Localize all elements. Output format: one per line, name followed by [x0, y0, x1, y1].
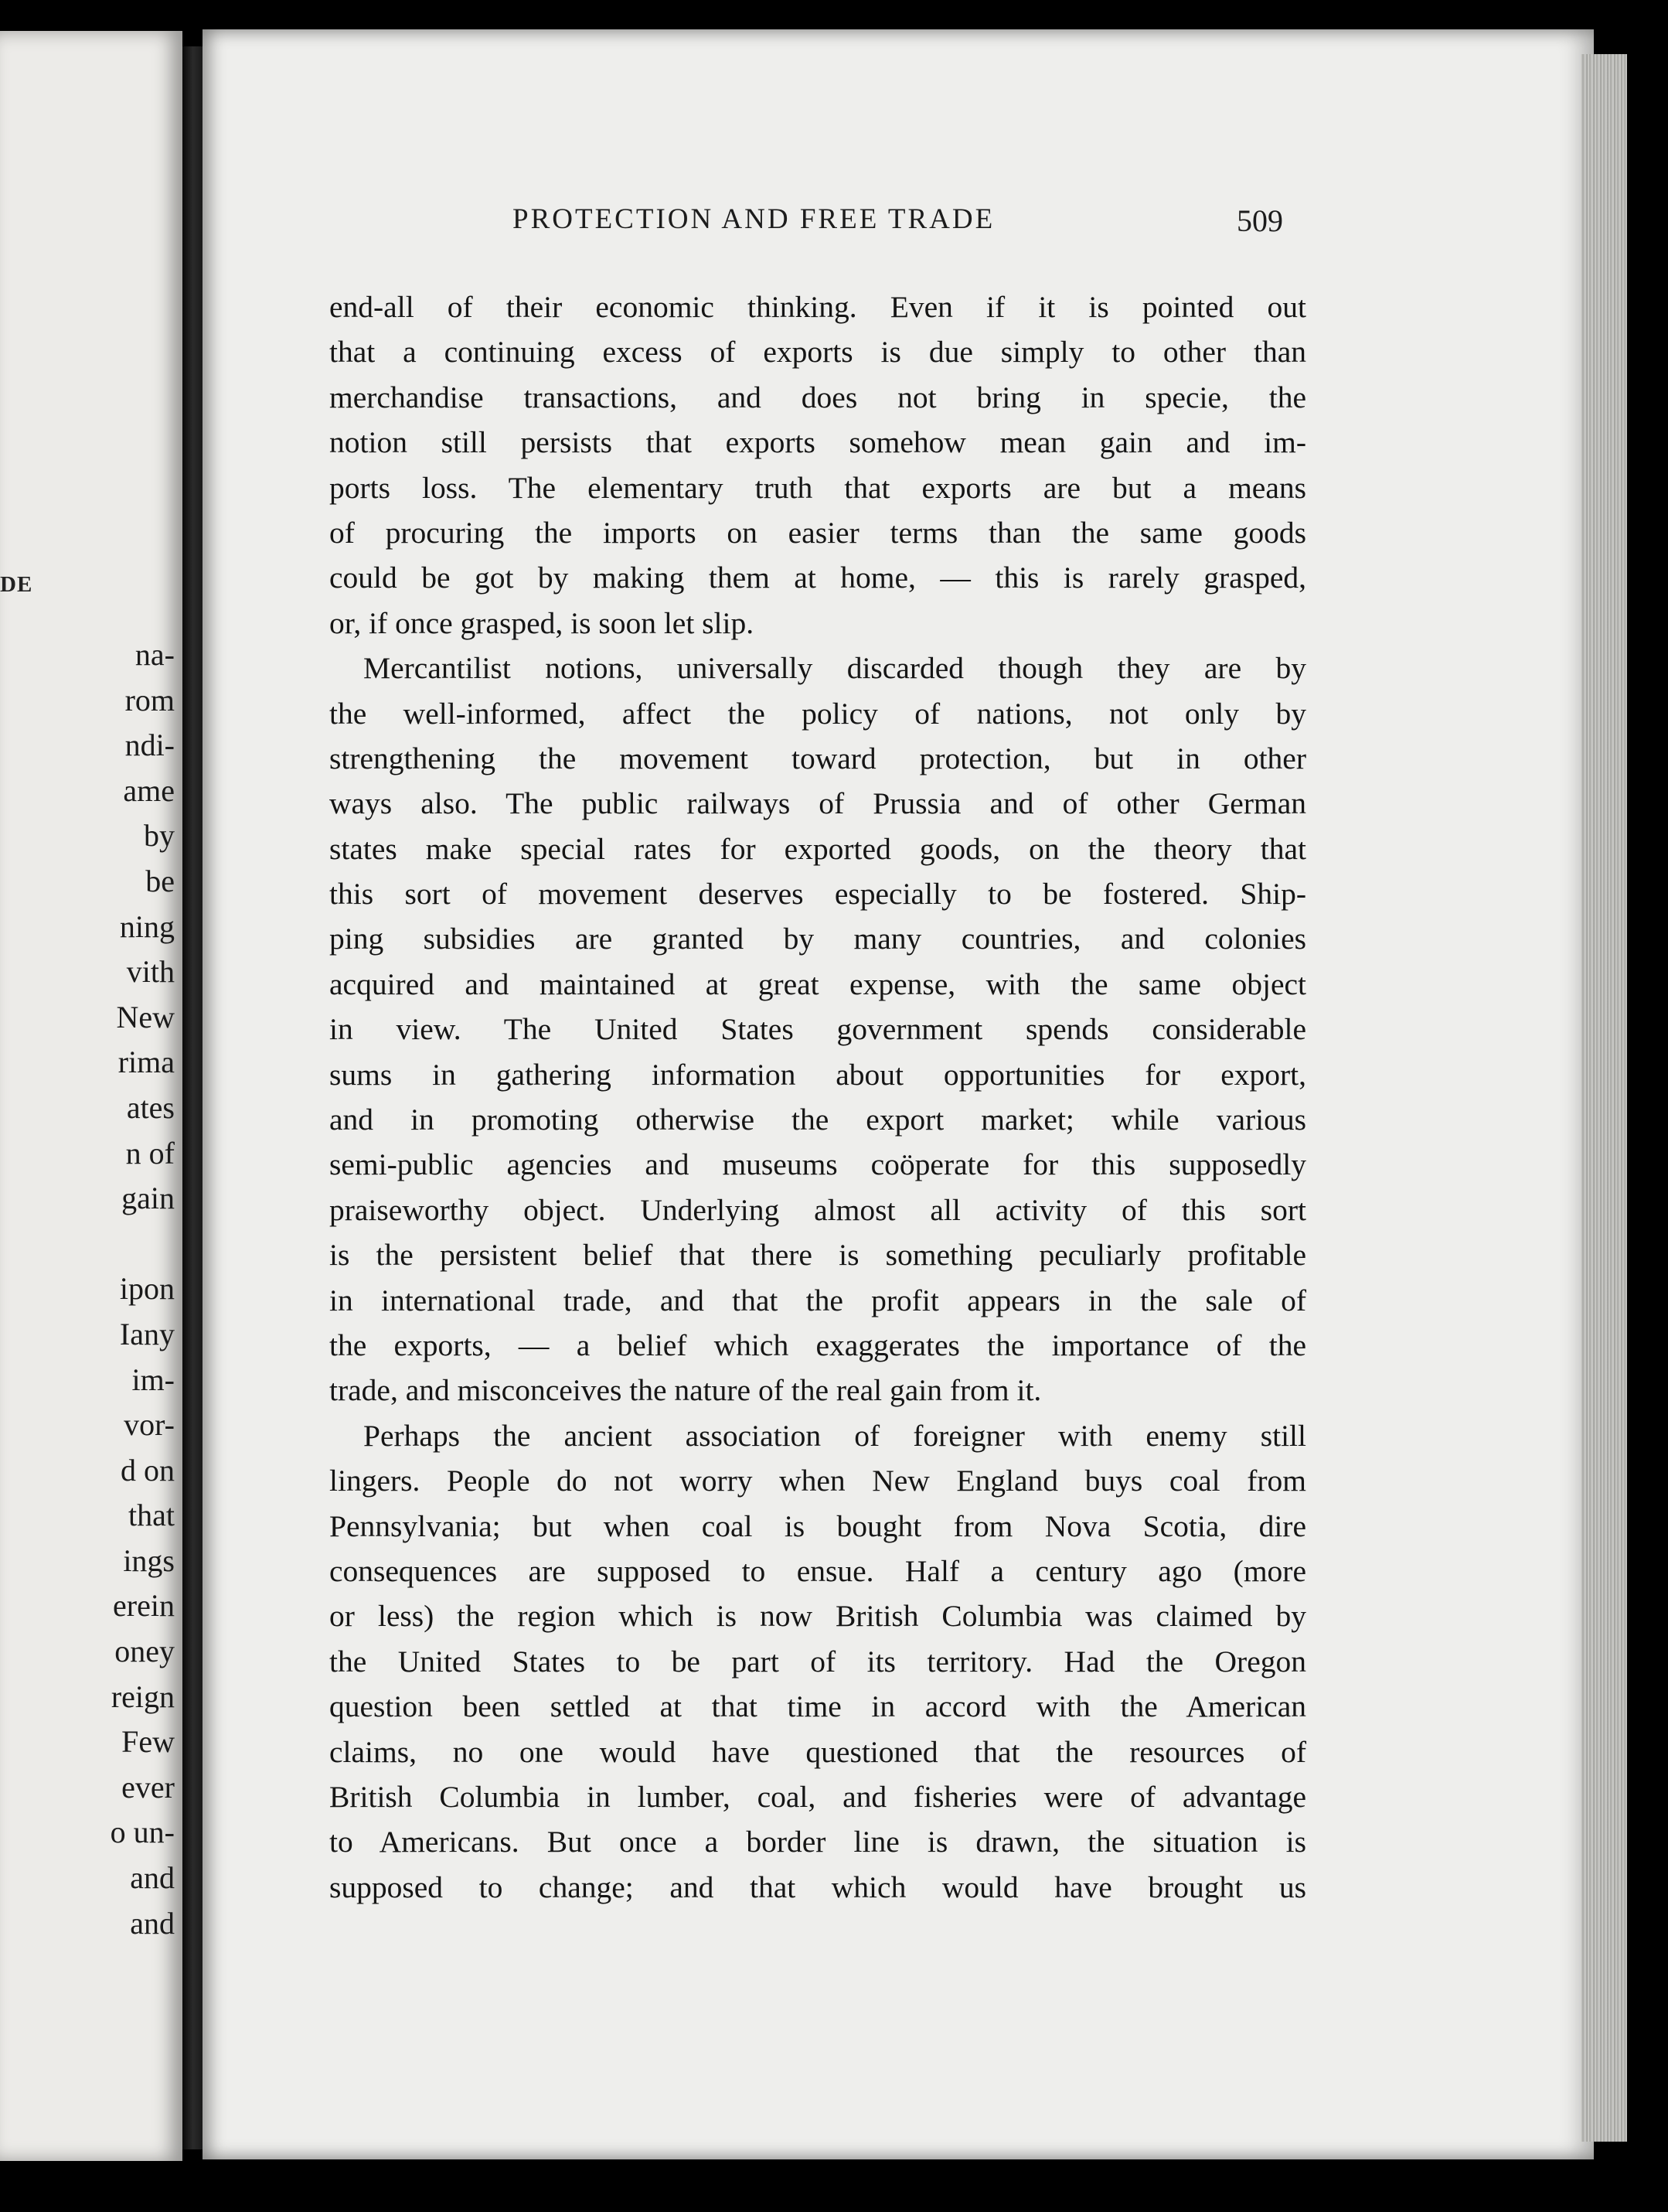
text-line: trade, and misconceives the nature of the real gain from it.: [329, 1373, 1042, 1408]
left-page-line-fragment: ever: [121, 1769, 175, 1805]
text-line: ports loss. The elementary truth that exports are but a means: [329, 470, 1306, 505]
left-page-line-fragment: by: [144, 818, 175, 854]
left-page-line-fragment: rima: [117, 1045, 175, 1080]
left-page-line-fragment: erein: [113, 1588, 175, 1624]
text-line: could be got by making them at home, — this is rarely grasped,: [329, 561, 1306, 595]
text-line: Perhaps the ancient association of foreigner with enemy still: [363, 1418, 1306, 1453]
left-page-line-fragment: be: [145, 863, 175, 898]
text-line: merchandise transactions, and does not bring in specie, the: [329, 380, 1306, 414]
left-page-fragment: [0, 31, 182, 2161]
left-page-line-fragment: rom: [124, 682, 175, 717]
left-page-line-fragment: ates: [126, 1089, 175, 1125]
left-page-line-fragments: [0, 632, 175, 1946]
left-page-line-fragment: gain: [121, 1181, 175, 1216]
left-page-line-fragment: ame: [123, 772, 175, 808]
text-line: states make special rates for exported goods, on the theory that: [329, 831, 1306, 866]
text-line: semi-public agencies and museums coöperate for this supposedly: [329, 1147, 1306, 1182]
text-line: claims, no one would have questioned that the resources of: [329, 1734, 1306, 1769]
text-line: end-all of their economic thinking. Even if it is pointed out: [329, 290, 1306, 324]
text-line: ways also. The public railways of Prussia and of other German: [329, 786, 1306, 821]
text-line: lingers. People do not worry when New England buys coal from: [329, 1464, 1306, 1498]
text-line: acquired and maintained at great expense, with the same object: [329, 966, 1306, 1001]
text-line: of procuring the imports on easier terms than the same goods: [329, 515, 1306, 550]
running-head-title: PROTECTION AND FREE TRADE: [512, 203, 996, 235]
text-line: to Americans. But once a border line is drawn, the situation is: [329, 1825, 1306, 1859]
page-number: 509: [1237, 203, 1283, 238]
text-line: the United States to be part of its territory. Had the Oregon: [329, 1644, 1306, 1679]
text-line: the well-informed, affect the policy of nations, not only by: [329, 696, 1306, 731]
left-page-line-fragment: Few: [121, 1724, 175, 1760]
left-page-line-fragment: d on: [121, 1452, 175, 1488]
left-page-line-fragment: o un-: [110, 1815, 175, 1850]
left-page-line-fragment: ings: [123, 1542, 175, 1578]
text-line: praiseworthy object. Underlying almost all activity of this sort: [329, 1192, 1306, 1227]
text-line: that a continuing excess of exports is due simply to other than: [329, 335, 1306, 370]
text-line: or, if once grasped, is soon let slip.: [329, 605, 754, 640]
left-page-line-fragment: vith: [126, 954, 175, 990]
body-text: [329, 285, 1306, 1910]
left-page-line-fragment: and: [130, 1860, 175, 1896]
text-line: Pennsylvania; but when coal is bought from Nova Scotia, dire: [329, 1508, 1306, 1543]
left-page-line-fragment: ndi-: [124, 728, 175, 763]
text-line: this sort of movement deserves especially to be fostered. Ship-: [329, 877, 1306, 912]
text-line: or less) the region which is now British Columbia was claimed by: [329, 1599, 1306, 1634]
text-line: sums in gathering information about opportunities for export,: [329, 1057, 1306, 1092]
text-line: the exports, — a belief which exaggerates the importance of the: [329, 1328, 1306, 1362]
running-head: [0, 203, 1668, 241]
left-page-line-fragment: reign: [111, 1679, 175, 1714]
text-line: and in promoting otherwise the export market; while various: [329, 1103, 1306, 1137]
text-line: consequences are supposed to ensue. Half a century ago (more: [329, 1553, 1306, 1588]
text-line: supposed to change; and that which would have brought us: [329, 1869, 1306, 1904]
left-page-line-fragment: im-: [131, 1362, 175, 1397]
left-page-line-fragment: [0, 1222, 175, 1267]
text-line: Mercantilist notions, universally discarded though they are by: [363, 651, 1306, 686]
left-page-line-fragment: ning: [119, 908, 175, 944]
text-line: British Columbia in lumber, coal, and fisheries were of advantage: [329, 1779, 1306, 1814]
text-line: notion still persists that exports somehow mean gain and im-: [329, 425, 1306, 460]
left-page-line-fragment: vor-: [124, 1407, 175, 1443]
text-line: in view. The United States government spends considerable: [329, 1012, 1306, 1047]
page-edge: [1581, 54, 1627, 2142]
left-page-line-fragment: New: [116, 999, 175, 1034]
left-page-line-fragment: that: [128, 1498, 175, 1533]
text-line: question been settled at that time in accord with the American: [329, 1689, 1306, 1724]
left-page-line-fragment: n of: [125, 1135, 175, 1171]
text-line: in international trade, and that the profit appears in the sale of: [329, 1283, 1306, 1317]
left-page-line-fragment: Iany: [119, 1316, 175, 1351]
text-line: strengthening the movement toward protection, but in other: [329, 741, 1306, 775]
left-page-header-fragment: DE: [0, 572, 33, 597]
left-page-line-fragment: ipon: [119, 1271, 175, 1307]
text-line: ping subsidies are granted by many countries, and colonies: [329, 922, 1306, 956]
left-page-line-fragment: oney: [114, 1634, 175, 1669]
left-page-line-fragment: na-: [134, 637, 175, 672]
paragraph: [329, 1413, 1306, 1910]
text-line: is the persistent belief that there is something peculiarly profitable: [329, 1238, 1306, 1273]
paragraph: [329, 285, 1306, 646]
left-page-line-fragment: and: [130, 1905, 175, 1941]
paragraph: [329, 646, 1306, 1413]
